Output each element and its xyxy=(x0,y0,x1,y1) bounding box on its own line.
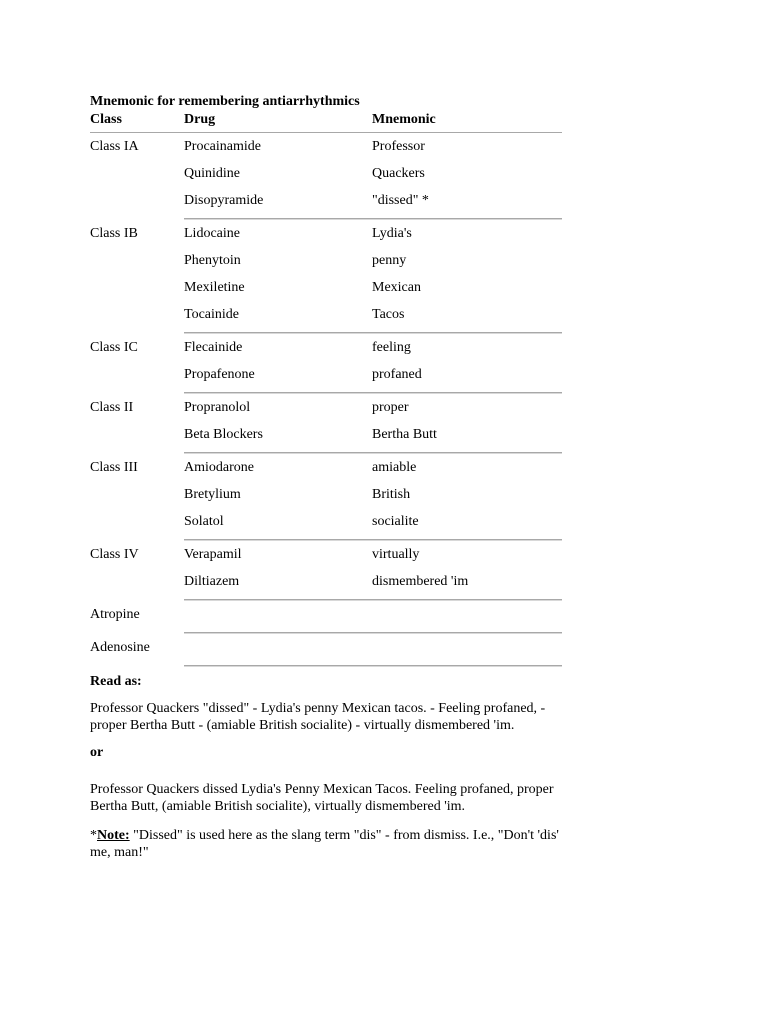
class-cell: Class IB xyxy=(90,226,138,241)
class-cell: Class II xyxy=(90,400,134,415)
mnemonic-cell: Quackers xyxy=(372,166,425,181)
mnemonic-cell: profaned xyxy=(372,367,422,382)
drug-cell: Disopyramide xyxy=(184,193,264,208)
header-class: Class xyxy=(90,112,122,127)
table-row xyxy=(90,601,562,628)
header-mnemonic: Mnemonic xyxy=(372,112,436,127)
drug-cell: Flecainide xyxy=(184,340,243,355)
table-row xyxy=(90,334,562,361)
table-header xyxy=(90,110,562,133)
class-group xyxy=(90,334,562,394)
mnemonic-cell: proper xyxy=(372,400,409,415)
table-row xyxy=(90,187,562,214)
header-drug: Drug xyxy=(184,112,216,127)
group-separator xyxy=(184,665,562,667)
class-cell: Class IC xyxy=(90,340,138,355)
table-body xyxy=(90,133,562,667)
table-row xyxy=(90,394,562,421)
mnemonic-cell: dismembered 'im xyxy=(372,574,469,589)
mnemonic-cell: penny xyxy=(372,253,407,268)
table-row xyxy=(90,301,562,328)
alternative-text: Professor Quackers dissed Lydia's Penny Mexican Tacos. Feeling profaned, proper Bertha Butt, (amiable British socialite), virtually dismembered 'im. xyxy=(90,782,554,814)
read-as-label: Read as: xyxy=(90,674,142,689)
drug-cell: Phenytoin xyxy=(184,253,241,268)
class-group xyxy=(90,601,562,634)
mnemonic-cell: Tacos xyxy=(372,307,405,322)
footnote-asterisk: * xyxy=(90,828,97,843)
or-label: or xyxy=(90,745,104,760)
drug-cell: Quinidine xyxy=(184,166,240,181)
drug-cell: Bretylium xyxy=(184,487,241,502)
table-row xyxy=(90,634,562,661)
table-row xyxy=(90,541,562,568)
class-cell: Adenosine xyxy=(90,640,150,655)
class-group xyxy=(90,394,562,454)
mnemonic-cell: feeling xyxy=(372,340,411,355)
footnote-text: "Dissed" is used here as the slang term "dis" - from dismiss. I.e., "Don't 'dis' me, man!" xyxy=(90,828,559,860)
drug-cell: Mexiletine xyxy=(184,280,245,295)
mnemonic-cell: socialite xyxy=(372,514,419,529)
mnemonic-cell: "dissed" * xyxy=(372,193,429,208)
drug-cell: Amiodarone xyxy=(184,460,254,475)
drug-cell: Verapamil xyxy=(184,547,242,562)
drug-cell: Propranolol xyxy=(184,400,251,415)
mnemonic-cell: British xyxy=(372,487,411,502)
drug-cell: Propafenone xyxy=(184,367,255,382)
document-title: Mnemonic for remembering antiarrhythmics xyxy=(90,94,360,109)
class-group xyxy=(90,541,562,601)
table-row xyxy=(90,220,562,247)
footnote-label: Note: xyxy=(97,828,130,843)
class-cell: Atropine xyxy=(90,607,140,622)
mnemonic-cell: Lydia's xyxy=(372,226,412,241)
table-row xyxy=(90,481,562,508)
class-group xyxy=(90,220,562,334)
drug-cell: Beta Blockers xyxy=(184,427,263,442)
table-row xyxy=(90,421,562,448)
class-cell: Class IA xyxy=(90,139,139,154)
table-row xyxy=(90,160,562,187)
table-row xyxy=(90,247,562,274)
table-row xyxy=(90,508,562,535)
drug-cell: Solatol xyxy=(184,514,224,529)
class-group xyxy=(90,634,562,667)
mnemonic-cell: virtually xyxy=(372,547,420,562)
drug-cell: Lidocaine xyxy=(184,226,240,241)
drug-cell: Tocainide xyxy=(184,307,239,322)
class-cell: Class III xyxy=(90,460,138,475)
footnote xyxy=(90,827,562,861)
mnemonic-cell: Professor xyxy=(372,139,425,154)
table-row xyxy=(90,133,562,160)
table-row xyxy=(90,454,562,481)
mnemonic-cell: amiable xyxy=(372,460,417,475)
class-group xyxy=(90,454,562,541)
table-row xyxy=(90,274,562,301)
drug-cell: Diltiazem xyxy=(184,574,240,589)
table-row xyxy=(90,361,562,388)
class-cell: Class IV xyxy=(90,547,139,562)
mnemonic-cell: Mexican xyxy=(372,280,421,295)
drug-cell: Procainamide xyxy=(184,139,261,154)
table-row xyxy=(90,568,562,595)
mnemonic-cell: Bertha Butt xyxy=(372,427,437,442)
document xyxy=(90,94,562,861)
class-group xyxy=(90,133,562,220)
read-as-text: Professor Quackers "dissed" - Lydia's penny Mexican tacos. - Feeling profaned, - proper Bertha Butt - (amiable British socialite) - virtually dismembered 'im. xyxy=(90,701,546,733)
